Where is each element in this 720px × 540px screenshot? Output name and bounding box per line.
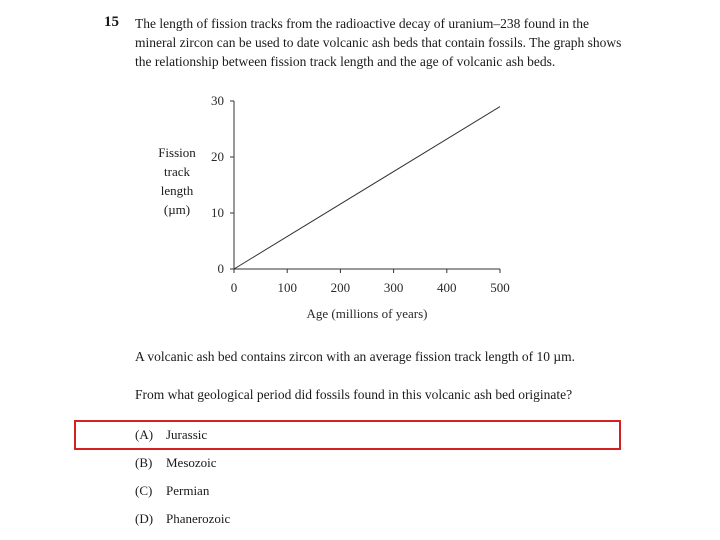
option-b[interactable]	[135, 455, 217, 471]
chart-axes	[234, 101, 500, 269]
x-tick-label: 0	[230, 280, 238, 295]
option-text: Phanerozoic	[166, 511, 231, 526]
option-c[interactable]	[135, 483, 209, 499]
option-text: Jurassic	[166, 427, 208, 442]
y-tick-label: 10	[211, 205, 224, 220]
x-tick-label: 300	[383, 280, 404, 295]
option-letter: (C)	[135, 483, 153, 498]
y-axis-label-line: track	[164, 164, 190, 179]
question-number: 15	[104, 14, 119, 30]
question-prompt: From what geological period did fossils found in this volcanic ash bed originate?	[135, 387, 573, 402]
option-d[interactable]	[135, 511, 230, 527]
x-tick-label: 500	[490, 280, 510, 295]
option-letter: (A)	[135, 427, 154, 442]
x-tick-label: 200	[330, 280, 351, 295]
option-letter: (D)	[135, 511, 154, 526]
y-tick-label: 20	[211, 149, 224, 164]
answer-highlight-box	[74, 420, 621, 450]
option-letter: (B)	[135, 455, 153, 470]
option-text: Permian	[166, 483, 210, 498]
stem-line: The length of fission tracks from the radioactive decay of uranium–238 found in the	[135, 16, 589, 31]
series-line	[234, 107, 500, 269]
y-tick-label: 30	[211, 93, 224, 108]
y-axis-label-line: length	[160, 183, 194, 198]
chart-ticks	[211, 93, 510, 295]
y-axis-label-line: Fission	[158, 145, 196, 160]
y-tick-label: 0	[217, 261, 224, 276]
chart-series	[234, 107, 500, 269]
stem-line: the relationship between fission track length and the age of volcanic ash beds.	[135, 54, 556, 69]
y-axis-label-line: (µm)	[163, 202, 191, 217]
info-text: A volcanic ash bed contains zircon with an average fission track length of 10 µm.	[135, 349, 576, 364]
x-tick-label: 400	[437, 280, 457, 295]
stem-line: mineral zircon can be used to date volcanic ash beds that contain fossils. The graph shows	[135, 35, 622, 50]
x-tick-label: 100	[277, 280, 297, 295]
x-axis-label: Age (millions of years)	[306, 306, 428, 321]
option-text: Mesozoic	[166, 455, 217, 470]
